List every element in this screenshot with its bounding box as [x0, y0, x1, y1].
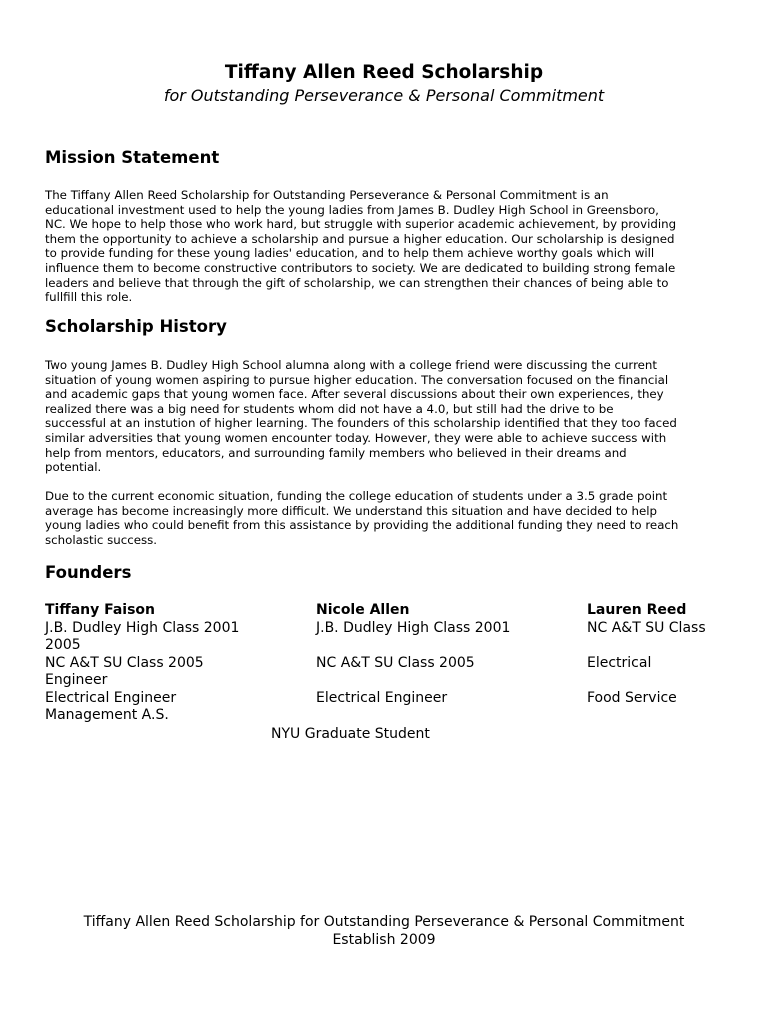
mission-line: NC. We hope to help those who work hard, but struggle with superior academic achievement, by providing: [45, 217, 677, 232]
founder-detail: J.B. Dudley High Class 2001: [45, 619, 240, 636]
history-line: help from mentors, educators, and surrounding family members who believed in their dreams and: [45, 445, 627, 460]
mission-line: educational investment used to help the young ladies from James B. Dudley High School in Greensboro,: [45, 202, 659, 217]
founder-extra-line: NYU Graduate Student: [271, 726, 430, 742]
history-line: average has become increasingly more difficult. We understand this situation and have decided to help: [45, 503, 658, 518]
founder-detail: Electrical Engineer: [45, 689, 177, 706]
history-line: Due to the current economic situation, funding the college education of students under a 3.5 grade point: [45, 489, 668, 503]
founder-detail: NC A&T SU Class: [587, 619, 706, 636]
founder-detail: NC A&T SU Class 2005: [316, 654, 475, 671]
history-line: potential.: [45, 460, 102, 475]
history-paragraph-2: [45, 489, 729, 547]
founder-column-3: [587, 602, 706, 707]
mission-line: influence them to become constructive contributors to society. We are dedicated to building strong female: [45, 260, 676, 275]
founder-name: Lauren Reed: [587, 602, 687, 618]
history-line: Two young James B. Dudley High School alumna along with a college friend were discussing the current: [45, 358, 658, 372]
mission-line: fullfill this role.: [45, 290, 133, 305]
document-subtitle: for Outstanding Perseverance & Personal Commitment: [163, 86, 605, 105]
mission-line: The Tiffany Allen Reed Scholarship for Outstanding Perseverance & Personal Commitment is an: [45, 188, 609, 202]
footer-line-2: Establish 2009: [332, 932, 436, 948]
history-line: scholastic success.: [45, 532, 158, 547]
founder-detail: Management A.S.: [45, 707, 169, 723]
founder-column-2: [316, 602, 510, 707]
mission-line: them the opportunity to achieve a scholarship and pursue a higher education. Our scholarship is designed: [45, 231, 675, 246]
mission-heading: Mission Statement: [45, 148, 220, 167]
founder-detail: J.B. Dudley High Class 2001: [316, 619, 511, 636]
history-line: situation of young women aspiring to pursue higher education. The conversation focused on the financial: [45, 372, 669, 387]
document-title: Tiffany Allen Reed Scholarship: [224, 62, 544, 83]
history-line: realized there was a big need for students whom did not have a 4.0, but still had the drive to be: [45, 401, 614, 416]
document-footer: [0, 913, 768, 949]
mission-line: to provide funding for these young ladies' education, and to help them achieve worthy goals which will: [45, 246, 655, 261]
founder-detail: Electrical Engineer: [316, 689, 448, 706]
history-line: successful at an instution of higher learning. The founders of this scholarship identified that they too faced: [45, 416, 677, 431]
founder-detail: NC A&T SU Class 2005: [45, 654, 204, 671]
founder-detail: Electrical: [587, 654, 652, 671]
founder-detail: Engineer: [45, 672, 108, 688]
founder-detail: Food Service: [587, 689, 677, 706]
founder-name: Tiffany Faison: [45, 602, 156, 618]
founders-heading: Founders: [45, 563, 132, 582]
founder-detail: 2005: [45, 637, 81, 653]
founder-column-1: [45, 602, 239, 725]
history-line: young ladies who could benefit from this assistance by providing the additional funding they need to reach: [45, 518, 679, 533]
mission-line: leaders and believe that through the gift of scholarship, we can strengthen their chances of being able to: [45, 275, 669, 290]
history-heading: Scholarship History: [45, 317, 227, 336]
history-line: and academic gaps that young women face. After several discussions about their own experiences, they: [45, 387, 664, 402]
founder-name: Nicole Allen: [316, 602, 410, 618]
footer-line-1: Tiffany Allen Reed Scholarship for Outstanding Perseverance & Personal Commitment: [83, 914, 685, 930]
mission-paragraph: [45, 188, 729, 305]
history-paragraph-1: [45, 358, 729, 475]
history-line: similar adversities that young women encounter today. However, they were able to achieve success with: [45, 430, 667, 445]
